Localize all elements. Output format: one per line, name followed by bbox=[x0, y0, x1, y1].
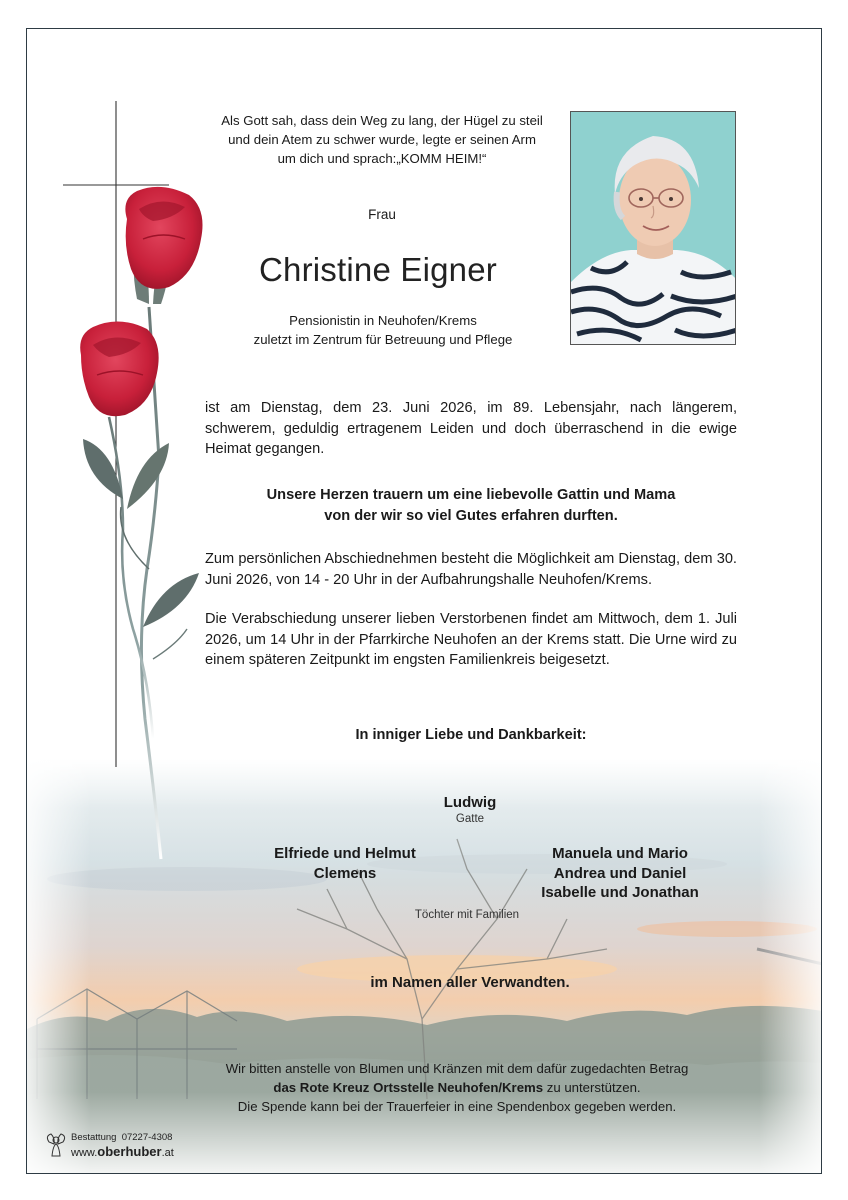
death-announcement: ist am Dienstag, dem 23. Juni 2026, im 89. Lebensjahr, nach längerem, schwerem, geduldig ertragenem Leiden und doch überraschend in die ewige Heimat gegangen. bbox=[205, 400, 737, 457]
deceased-name: Christine Eigner bbox=[259, 251, 497, 288]
mourner-family-right bbox=[515, 844, 725, 903]
mourner-family-left bbox=[245, 844, 445, 883]
funeral-home-footer bbox=[45, 1130, 225, 1162]
poem-line-3: um dich und sprach:„KOMM HEIM!“ bbox=[277, 151, 487, 166]
company-website[interactable] bbox=[71, 1144, 174, 1159]
website-name: oberhuber bbox=[97, 1144, 162, 1159]
angel-logo-icon bbox=[45, 1132, 67, 1158]
mourner-name: Isabelle und Jonathan bbox=[541, 884, 699, 901]
portrait-photo bbox=[570, 111, 736, 345]
cross-with-roses-image bbox=[57, 99, 207, 869]
company-phone: 07227-4308 bbox=[121, 1132, 173, 1143]
children-relation: Töchter mit Familien bbox=[414, 909, 520, 921]
poem bbox=[197, 111, 567, 168]
mourner-name: Elfriede und Helmut bbox=[274, 845, 416, 862]
donation-line-2-rest: zu unterstützen. bbox=[543, 1080, 641, 1095]
salutation: Frau bbox=[368, 207, 396, 222]
mourner-spouse: Ludwig bbox=[443, 794, 497, 811]
donation-line-1: Wir bitten anstelle von Blumen und Kränzen mit dem dafür zugedachten Betrag bbox=[225, 1061, 689, 1076]
mourner-name: Manuela und Mario bbox=[552, 845, 688, 862]
rose-upper-icon bbox=[125, 187, 202, 304]
deceased-subtitle bbox=[197, 311, 569, 349]
poem-line-2: und dein Atem zu schwer wurde, legte er seinen Arm bbox=[228, 132, 536, 147]
service-info: Die Verabschiedung unserer lieben Verstorbenen findet am Mittwoch, dem 1. Juli 2026, um 14 Uhr in der Pfarrkirche Neuhofen an der Krems statt. Die Urne wird zu einem späteren Zeitpunkt im engsten Familienkreis beigesetzt. bbox=[205, 611, 737, 668]
mourner-name: Clemens bbox=[313, 864, 377, 882]
subtitle-line-1: Pensionistin in Neuhofen/Krems bbox=[289, 313, 477, 328]
mourner-name: Andrea und Daniel bbox=[553, 864, 687, 882]
website-prefix: www. bbox=[71, 1147, 98, 1159]
company-label: Bestattung bbox=[71, 1132, 117, 1143]
subtitle-line-2: zuletzt im Zentrum für Betreuung und Pflege bbox=[253, 332, 513, 347]
obituary-card bbox=[26, 28, 822, 1174]
website-suffix: .at bbox=[161, 1147, 174, 1159]
heart-message-line-2: von der wir so viel Gutes erfahren durften. bbox=[324, 508, 618, 524]
spouse-relation: Gatte bbox=[455, 813, 485, 825]
donation-recipient: das Rote Kreuz Ortsstelle Neuhofen/Krems bbox=[273, 1080, 544, 1095]
company-phone-line bbox=[71, 1132, 172, 1143]
heart-message-line-1: Unsere Herzen trauern um eine liebevolle Gattin und Mama bbox=[266, 487, 676, 503]
heart-message bbox=[205, 485, 737, 527]
donation-request bbox=[177, 1059, 737, 1116]
poem-line-1: Als Gott sah, dass dein Weg zu lang, der Hügel zu steil bbox=[221, 113, 543, 128]
farewell-info: Zum persönlichen Abschiednehmen besteht die Möglichkeit am Dienstag, dem 30. Juni 2026, von 14 - 20 Uhr in der Aufbahrungshalle Neuhofen/Krems. bbox=[205, 551, 737, 588]
donation-line-3: Die Spende kann bei der Trauerfeier in eine Spendenbox gegeben werden. bbox=[237, 1099, 677, 1114]
donation-line-2 bbox=[177, 1078, 737, 1097]
closing-line: im Namen aller Verwandten. bbox=[370, 974, 570, 991]
thanks-heading: In inniger Liebe und Dankbarkeit: bbox=[355, 727, 587, 743]
rose-lower-icon bbox=[80, 321, 158, 416]
